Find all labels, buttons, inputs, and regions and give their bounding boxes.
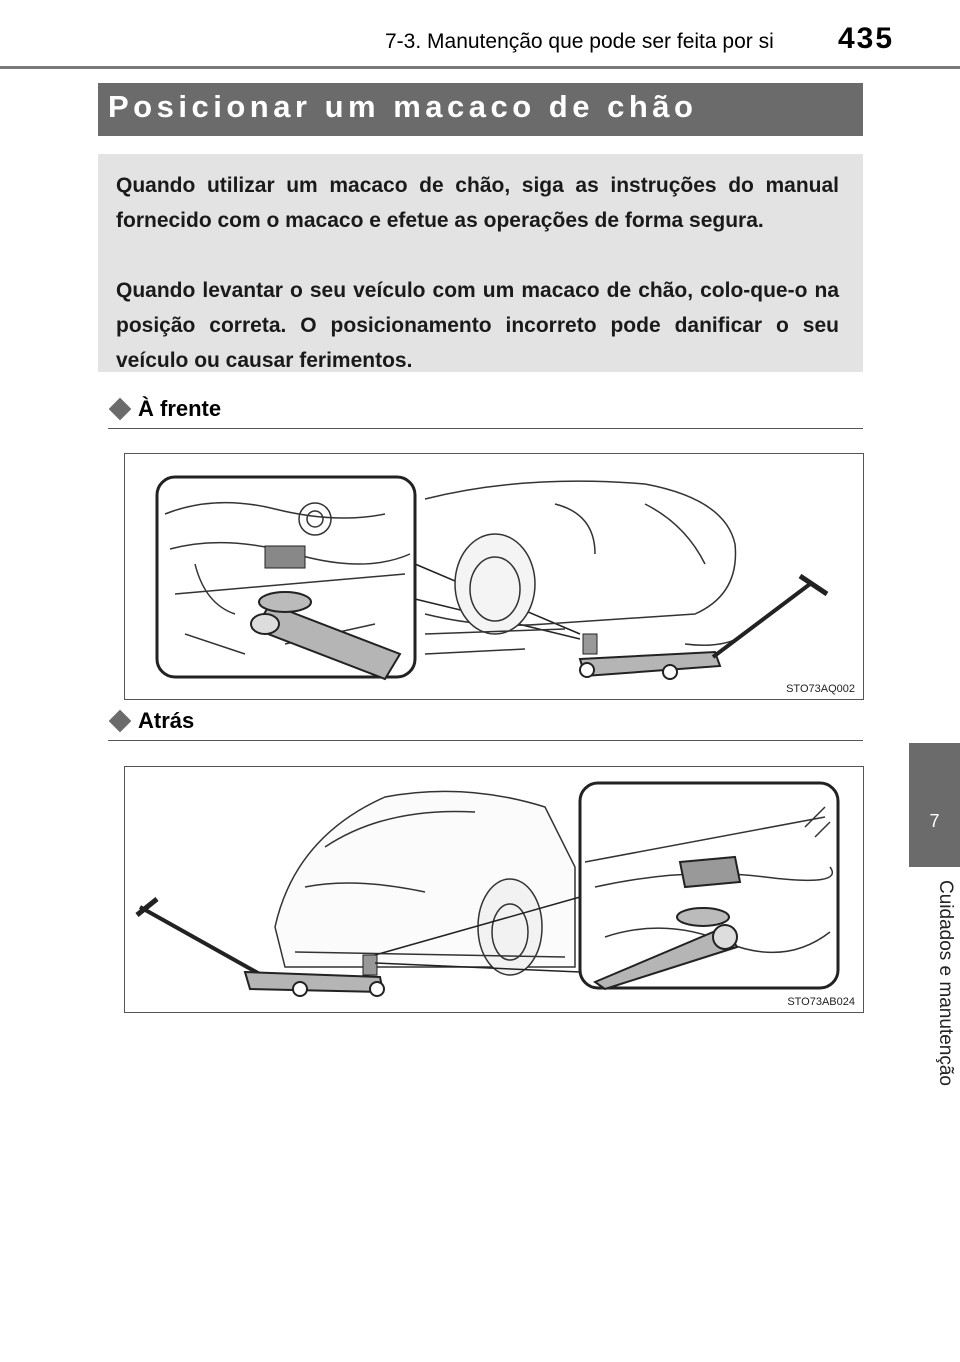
section-heading-rear-text: Atrás [138, 708, 195, 733]
rear-jack-illustration [125, 767, 863, 1012]
intro-paragraph-1: Quando utilizar um macaco de chão, siga as instruções do manual fornecido com o macaco e efetue as operações de forma segura. [116, 174, 839, 232]
figure-code-front: STO73AQ002 [786, 683, 855, 695]
section-heading-front-text: À frente [138, 396, 222, 421]
diamond-bullet-icon [109, 710, 132, 733]
page-title: Posicionar um macaco de chão [108, 89, 698, 124]
chapter-title-vertical [934, 880, 956, 1110]
section-heading-rear [108, 708, 194, 734]
page-number: 435 [838, 22, 895, 55]
header-section-title: 7-3. Manutenção que pode ser feita por si [385, 30, 774, 53]
figure-rear-jack-point [124, 766, 864, 1013]
section-heading-front [108, 396, 221, 422]
section-rule-front [108, 428, 863, 429]
intro-box [98, 154, 863, 372]
chapter-number: 7 [929, 811, 940, 831]
figure-front-jack-point [124, 453, 864, 700]
page-title-bar [98, 83, 863, 136]
chapter-tab [909, 743, 960, 867]
front-jack-illustration [125, 454, 863, 699]
section-rule-rear [108, 740, 863, 741]
chapter-title-text: Cuidados e manutenção [935, 880, 956, 1086]
intro-paragraph-2: Quando levantar o seu veículo com um macaco de chão, colo-que-o na posição correta. O posicionamento incorreto pode danificar o seu veículo ou causar ferimentos. [116, 279, 839, 372]
figure-code-rear: STO73AB024 [787, 996, 855, 1008]
header-rule [0, 66, 960, 69]
diamond-bullet-icon [109, 398, 132, 421]
